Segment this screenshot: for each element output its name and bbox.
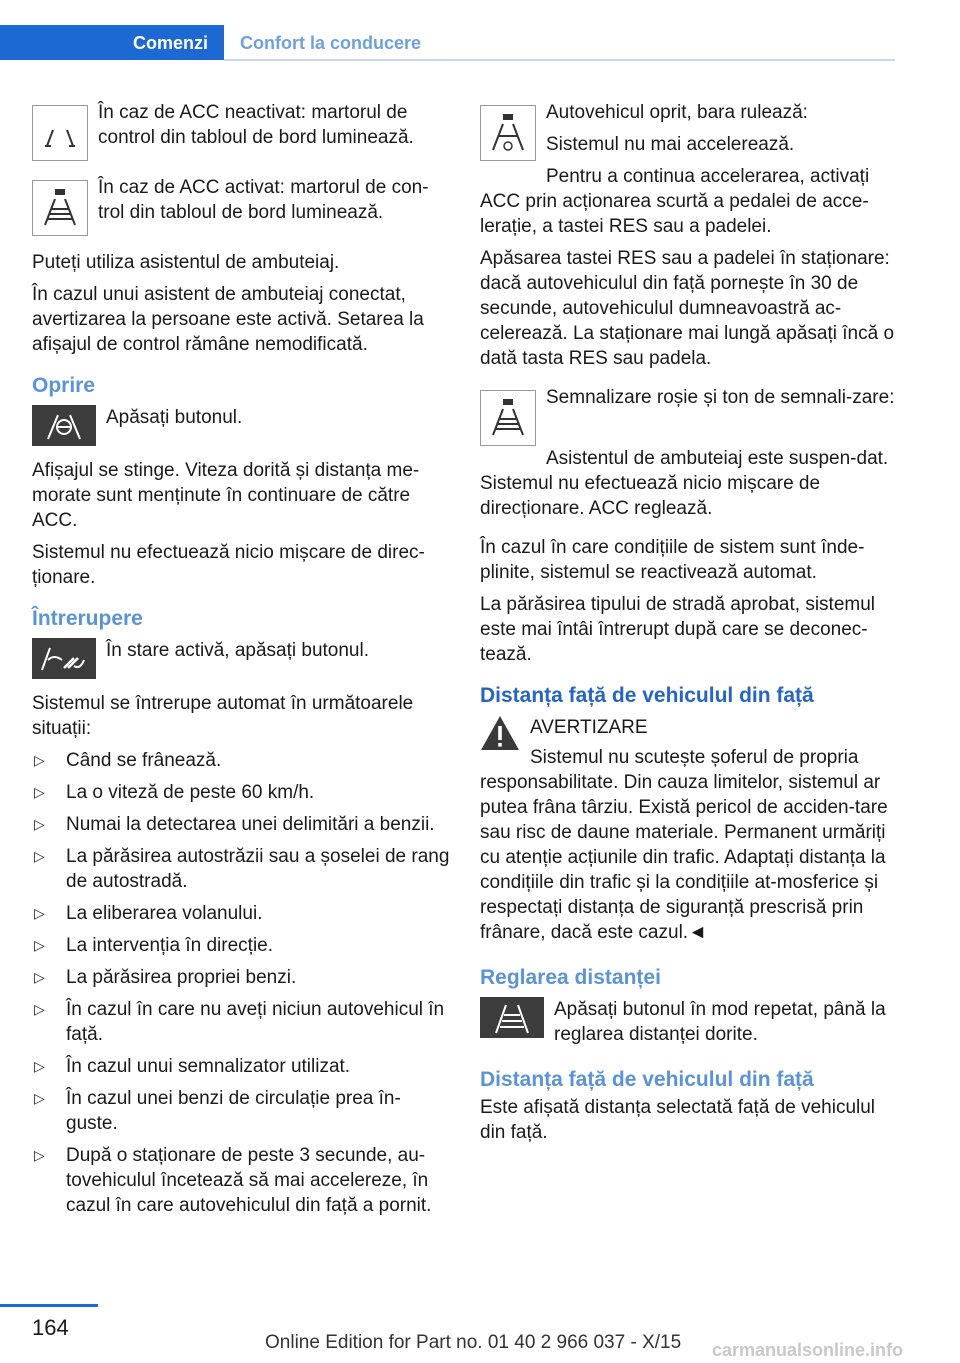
paragraph-leaving-road: La părăsirea tipului de stradă aprobat, sistemul este mai întâi întrerupt după care se deconec‐tează. xyxy=(480,594,876,665)
warning-triangle-icon xyxy=(480,715,520,751)
triangle-bullet-icon: ▷ xyxy=(34,816,45,832)
acc-off-indicator-icon xyxy=(32,105,88,161)
red-signal-line1: Semnalizare roșie și ton de semnali‐zare: xyxy=(546,387,895,408)
paragraph-auto-interrupt: Sistemul se întrerupe automat în următoarele situații: xyxy=(32,693,414,739)
steering-wheel-button-icon xyxy=(32,405,96,446)
list-item: ▷ La părăsirea autostrăzii sau a șoselei de rang de autostradă. xyxy=(34,846,450,892)
list-item: ▷ La intervenția în direcție. xyxy=(34,935,274,956)
triangle-bullet-icon: ▷ xyxy=(34,1058,45,1074)
triangle-bullet-icon: ▷ xyxy=(34,848,45,864)
vehicle-stopped-line2: Sistemul nu mai accelerează. xyxy=(546,134,795,155)
warning-title: AVERTIZARE xyxy=(530,717,648,738)
triangle-bullet-icon: ▷ xyxy=(34,1147,45,1163)
paragraph-reactivate: În cazul în care condițiile de sistem sunt înde‐plinite, sistemul se reactivează automat. xyxy=(480,537,865,583)
list-item: ▷ Numai la detectarea unei delimitări a benzii. xyxy=(34,814,435,835)
watermark: carmanualsonline.info xyxy=(712,1340,904,1360)
triangle-bullet-icon: ▷ xyxy=(34,905,45,921)
acc-off-text: În caz de ACC neactivat: martorul de control din tabloul de bord luminează. xyxy=(98,102,414,148)
vehicle-stopped-line1: Autovehicul oprit, bara rulează: xyxy=(546,102,808,123)
cancel-button-icon xyxy=(32,638,96,679)
list-item: ▷ În cazul în care nu aveți niciun autovehicul în față. xyxy=(34,999,445,1045)
heading-distance-display: Distanța față de vehiculul din față xyxy=(480,1068,814,1091)
triangle-bullet-icon: ▷ xyxy=(34,784,45,800)
tab-comenzi[interactable]: Comenzi xyxy=(0,25,224,60)
tab-underline xyxy=(224,59,895,61)
right-column xyxy=(480,100,900,1152)
paragraph-no-steering: Sistemul nu efectuează nicio mișcare de direc‐ționare. xyxy=(32,542,425,588)
list-item: ▷ La o viteză de peste 60 km/h. xyxy=(34,782,315,803)
vehicle-stopped-row xyxy=(480,100,900,164)
acc-suspended-indicator-icon xyxy=(480,390,536,446)
list-item: ▷ În cazul unei benzi de circulație prea în‐guste. xyxy=(34,1088,401,1134)
paragraph-warning-active: În cazul unui asistent de ambuteiaj conectat, avertizarea la persoane este activă. Setarea la afișajul de control rămâne nemodificată. xyxy=(32,284,424,355)
paragraph-suspended: Asistentul de ambuteiaj este suspen‐dat. Sistemul nu efectuează nicio mișcare de direcționare. ACC reglează. xyxy=(480,448,889,519)
paragraph-display-off: Afișajul se stinge. Viteza dorită și distanța me‐morate sunt menținute în continuare de către ACC. xyxy=(32,460,420,531)
header-bar xyxy=(0,25,895,60)
triangle-bullet-icon: ▷ xyxy=(34,937,45,953)
list-item: ▷ Când se frânează. xyxy=(34,750,222,771)
red-signal-row xyxy=(480,385,900,446)
heading-reglarea-distantei: Reglarea distanței xyxy=(480,966,661,989)
warning-text: Sistemul nu scutește șoferul de propria responsabilitate. Din cauza limitelor, sistemul ar putea frâna târziu. Există pericol de acciden‐tare sau risc de daune materiale. Permanent urmăriți cu atenție acțiunile din trafic. Adaptați distanța la condițiile din trafic și la condițiile at‐mosferice și respectați distanța de siguranță prescrisă prin frânare, dacă este cazul.◄ xyxy=(480,747,888,943)
paragraph-continue-accel: Pentru a continua accelerarea, activați ACC prin acționarea scurtă a pedalei de acce‐lerație, a tastei RES sau a padelei. xyxy=(480,166,870,237)
list-item: ▷ În cazul unui semnalizator utilizat. xyxy=(34,1056,351,1077)
acc-on-indicator-icon xyxy=(32,180,88,236)
paragraph-res-button: Apăsarea tastei RES sau a padelei în staționare: dacă autovehiculul din față pornește în 30 de secunde, autovehiculul dumneavoastră ac‐celerează. La staționare mai lungă apăsați încă o dată tasta RES sau padela. xyxy=(480,248,895,369)
paragraph-traffic-jam: Puteți utiliza asistentul de ambuteiaj. xyxy=(32,252,340,273)
red-signal-text xyxy=(536,385,895,417)
triangle-bullet-icon: ▷ xyxy=(34,969,45,985)
left-column xyxy=(32,100,452,1225)
list-item: ▷ După o staționare de peste 3 secunde, au‐tovehiculul încetează să mai accelereze, în cazul în care autovehiculul din față a pornit. xyxy=(34,1145,432,1216)
triangle-bullet-icon: ▷ xyxy=(34,752,45,768)
distance-button-icon xyxy=(480,997,544,1038)
heading-distance: Distanța față de vehiculul din față xyxy=(480,684,814,707)
heading-intrerupere: Întrerupere xyxy=(32,607,143,630)
interrupt-button-row xyxy=(32,638,452,679)
acc-stopped-indicator-icon xyxy=(480,105,536,161)
heading-oprire: Oprire xyxy=(32,374,96,397)
adjust-distance-text: Apăsați butonul în mod repetat, până la reglarea distanței dorite. xyxy=(554,999,886,1045)
list-item: ▷ La părăsirea propriei benzi. xyxy=(34,967,297,988)
tab-confort-la-conducere[interactable]: Confort la conducere xyxy=(240,33,422,53)
stop-button-row xyxy=(32,405,452,446)
triangle-bullet-icon: ▷ xyxy=(34,1090,45,1106)
footer-accent-bar xyxy=(0,1304,98,1307)
acc-on-text: În caz de ACC activat: martorul de con‐trol din tabloul de bord luminează. xyxy=(98,177,429,223)
adjust-distance-row xyxy=(480,997,900,1047)
acc-on-row xyxy=(32,175,452,236)
stop-button-text: Apăsați butonul. xyxy=(106,407,243,428)
vehicle-stopped-text xyxy=(536,100,808,164)
interrupt-button-text: În stare activă, apăsați butonul. xyxy=(106,640,369,661)
interrupt-situations-list xyxy=(32,748,452,1218)
list-item: ▷ La eliberarea volanului. xyxy=(34,903,263,924)
acc-off-row xyxy=(32,100,452,161)
page-number: 164 xyxy=(32,1315,69,1340)
edition-footer: Online Edition for Part no. 01 40 2 966 037 - X/15 xyxy=(265,1332,682,1353)
triangle-bullet-icon: ▷ xyxy=(34,1001,45,1017)
paragraph-distance-shown: Este afișată distanța selectată față de vehiculul din față. xyxy=(480,1097,876,1143)
